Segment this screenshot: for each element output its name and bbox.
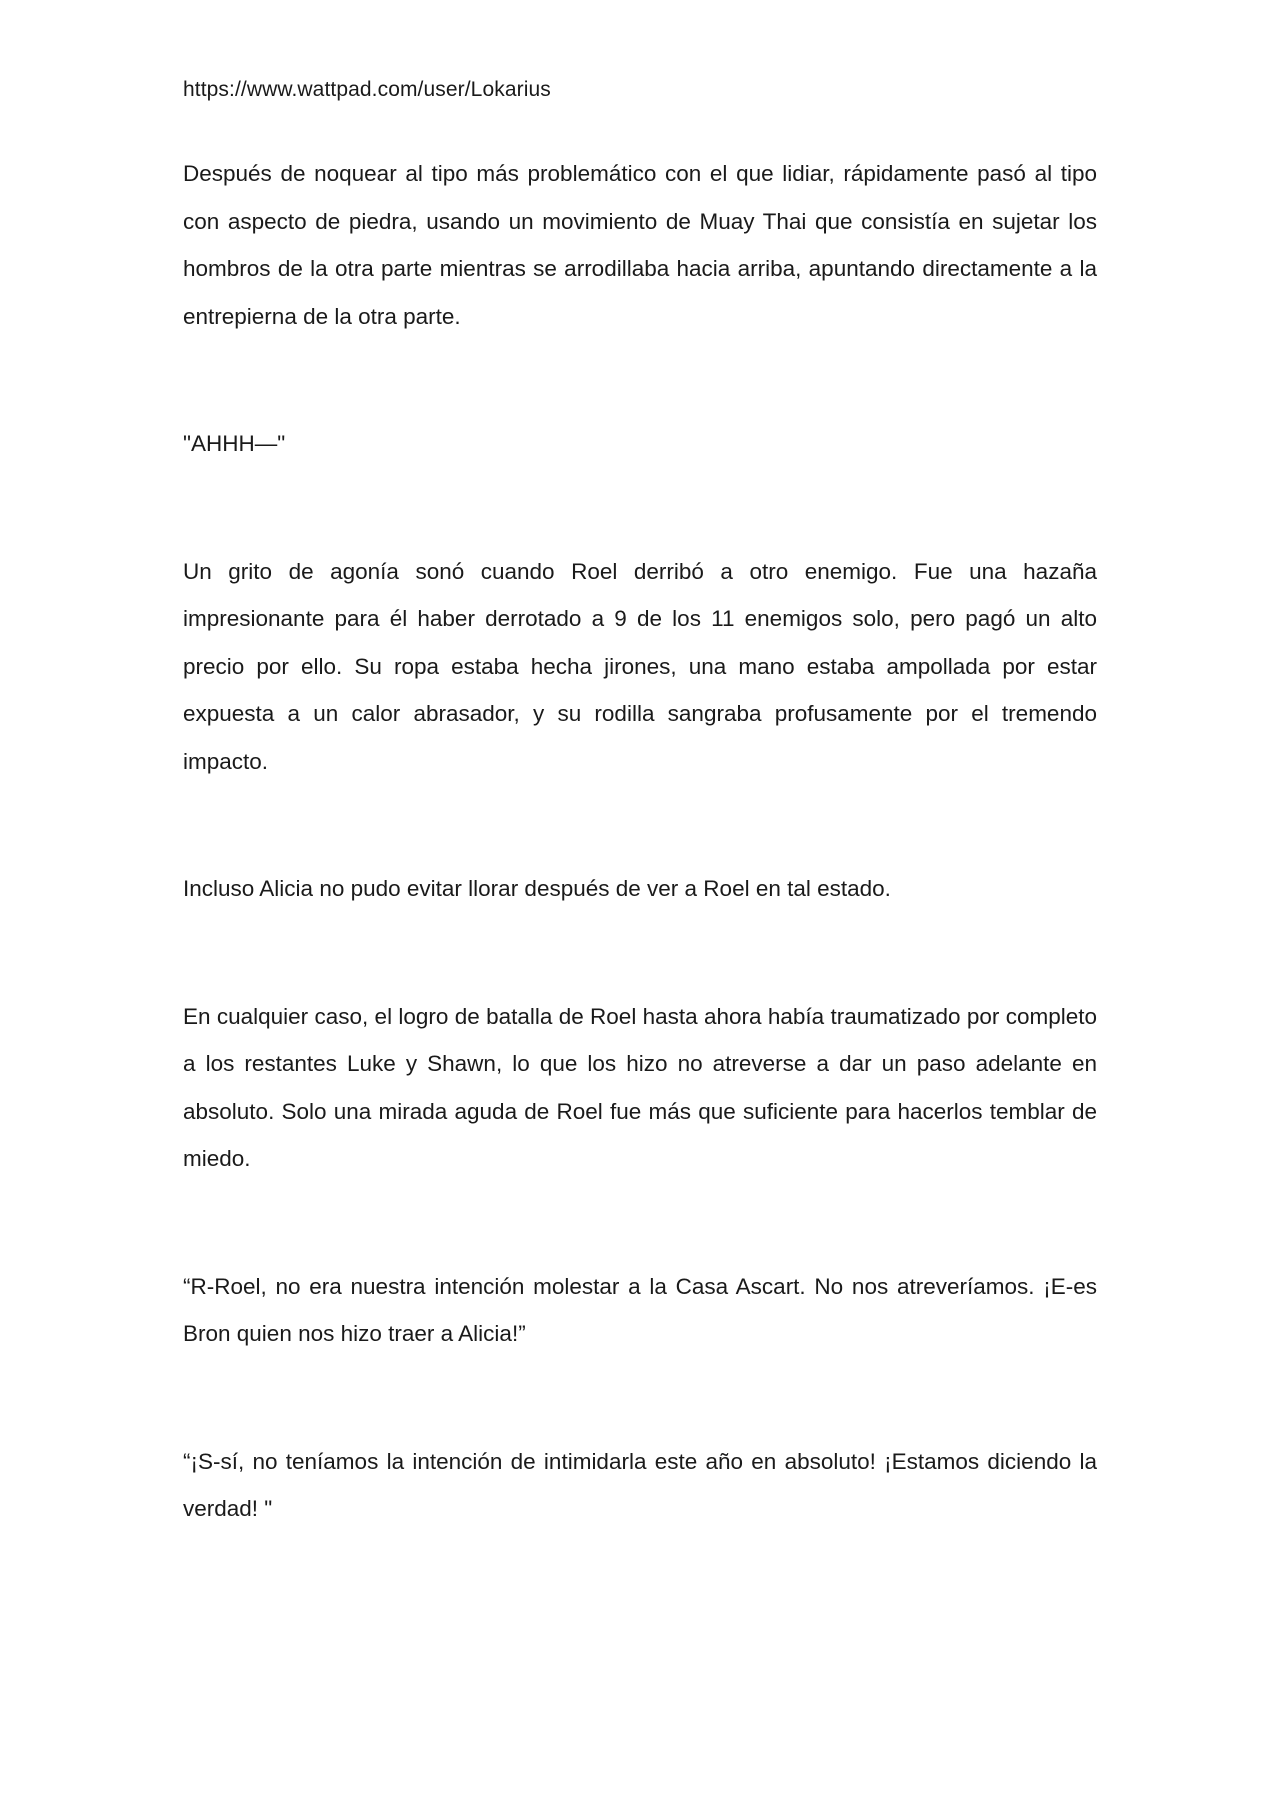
paragraph: “¡S-sí, no teníamos la intención de intimidarla este año en absoluto! ¡Estamos diciendo la verdad! " (183, 1448, 1097, 1521)
paragraph: Un grito de agonía sonó cuando Roel derribó a otro enemigo. Fue una hazaña impresionante para él haber derrotado a 9 de los 11 enemigos solo, pero pagó un alto precio por ello. Su ropa estaba hecha jirones, una mano estaba ampollada por estar expuesta a un calor abrasador, y su rodilla sangraba profusamente por el tremendo impacto. (183, 558, 1097, 774)
header-url: https://www.wattpad.com/user/Lokarius (183, 78, 551, 101)
paragraph: Incluso Alicia no pudo evitar llorar después de ver a Roel en tal estado. (183, 876, 891, 901)
document-body (183, 150, 1097, 1533)
paragraph: "AHHH—" (183, 431, 286, 456)
paragraph: En cualquier caso, el logro de batalla de Roel hasta ahora había traumatizado por completo a los restantes Luke y Shawn, lo que los hizo no atreverse a dar un paso adelante en absoluto. Solo una mirada aguda de Roel fue más que suficiente para hacerlos temblar de miedo. (183, 1003, 1097, 1171)
paragraph: Después de noquear al tipo más problemático con el que lidiar, rápidamente pasó al tipo con aspecto de piedra, usando un movimiento de Muay Thai que consistía en sujetar los hombros de la otra parte mientras se arrodillaba hacia arriba, apuntando directamente a la entrepierna de la otra parte. (183, 161, 1097, 329)
paragraph: “R-Roel, no era nuestra intención molestar a la Casa Ascart. No nos atreveríamos. ¡E-es Bron quien nos hizo traer a Alicia!” (183, 1273, 1097, 1346)
